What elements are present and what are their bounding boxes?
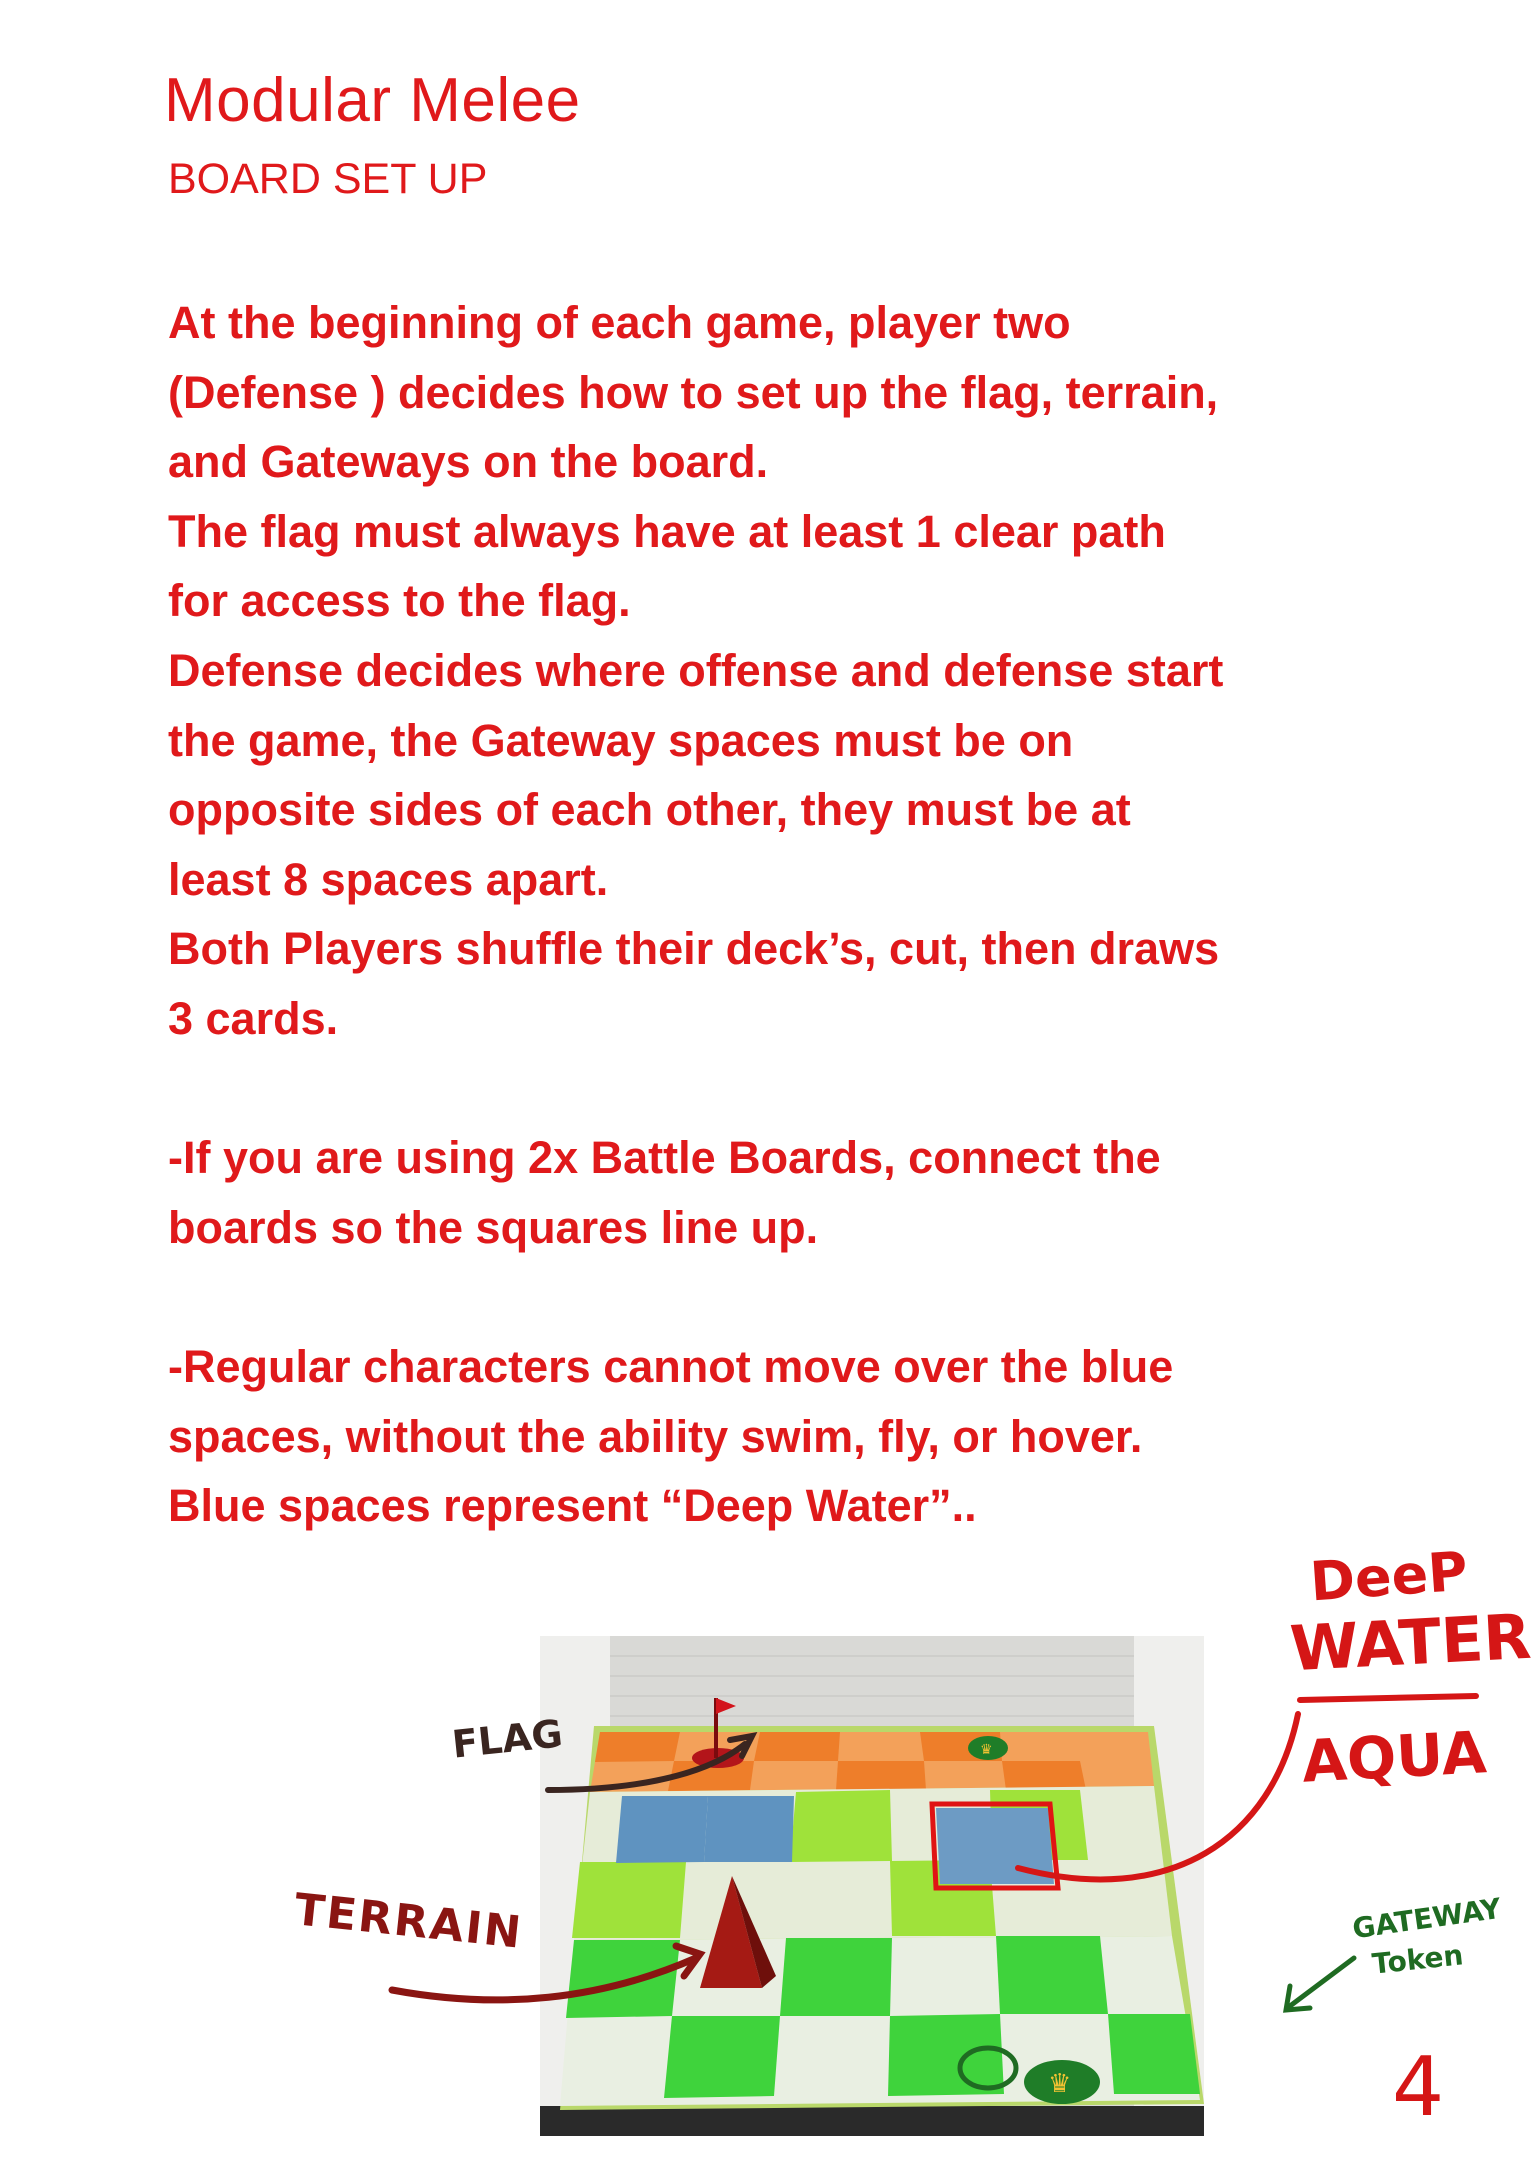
svg-text:♛: ♛ (1048, 2069, 1072, 2099)
gateway-annotation: GATEWAY (1350, 1891, 1504, 1946)
token-annotation: Token (1370, 1938, 1465, 1981)
rules-paragraph-flag-path: The flag must always have at least 1 clear path for access to the flag. (168, 505, 1166, 627)
water-annotation: WATER (1288, 1599, 1533, 1686)
aqua-annotation: AQUA (1300, 1718, 1489, 1796)
svg-text:♛: ♛ (980, 1742, 993, 1758)
rules-text (168, 288, 1228, 1541)
board-photo (540, 1636, 1204, 2136)
page-title: Modular Melee (164, 66, 581, 135)
rules-paragraph-battle-boards: -If you are using 2x Battle Boards, connect the boards so the squares line up. (168, 1132, 1161, 1253)
page-number: 4 (1392, 2040, 1445, 2135)
rules-paragraph-deck: Both Players shuffle their deck’s, cut, then draws 3 cards. (168, 923, 1220, 1044)
rules-paragraph-deep-water: -Regular characters cannot move over the blue spaces, without the ability swim, fly, or hover. Blue spaces represent “Deep Water”.. (168, 1340, 1174, 1532)
rules-paragraph-setup: At the beginning of each game, player two (Defense ) decides how to set up the flag, terrain, and Gateways on the board. (168, 297, 1219, 488)
rules-paragraph-gateway: Defense decides where offense and defense start the game, the Gateway spaces must be on opposite sides of each other, they must be at least 8 spaces apart. (168, 644, 1224, 905)
flag-annotation: FLAG (450, 1711, 565, 1767)
section-subtitle: BOARD SET UP (168, 155, 488, 203)
deep-annotation: DeeP (1307, 1539, 1470, 1614)
terrain-annotation: TERRAIN (292, 1884, 526, 1959)
